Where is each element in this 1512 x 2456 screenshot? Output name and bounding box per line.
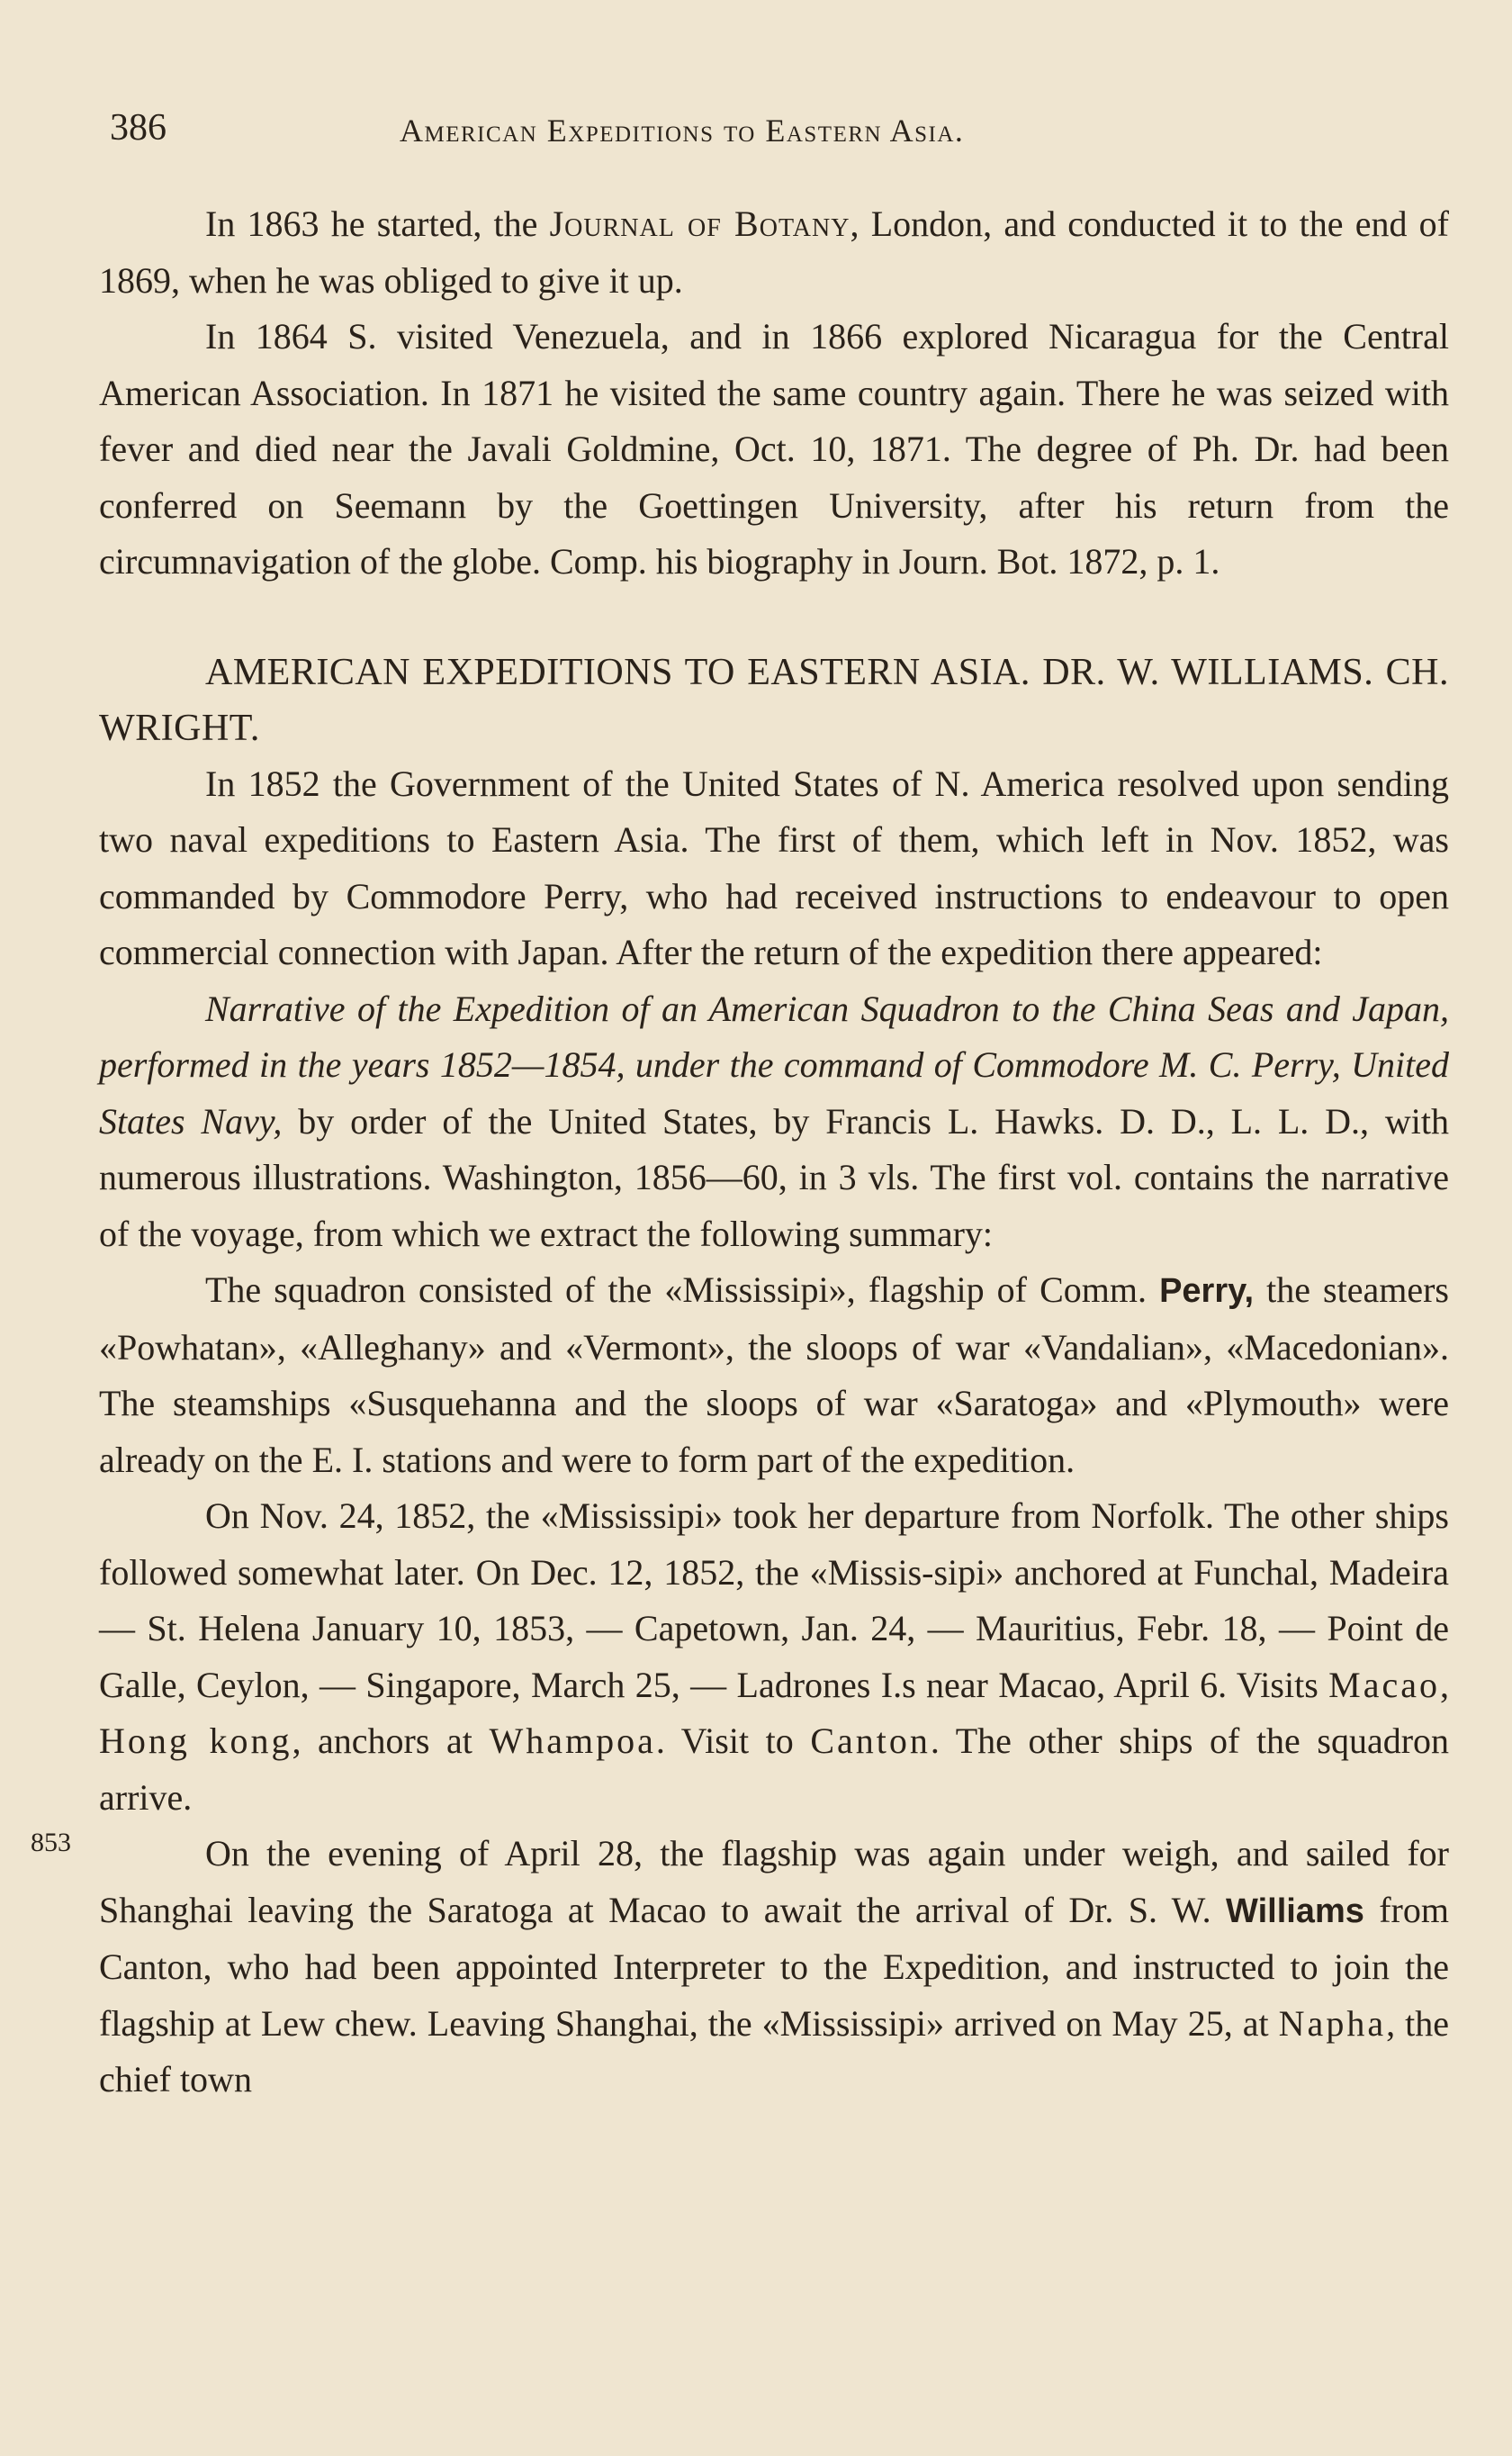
journal-title: Journal of Botany (549, 203, 850, 244)
paragraph-seemann-travels: In 1864 S. visited Venezuela, and in 1866 explored Nicaragua for the Central American Association. In 1871 he visited the same country again. There he was seized with fever and died near the Javali Goldmine, Oct. 10, 1871. The degree of Ph. Dr. had been conferred on Seemann by the Goettingen University, after his return from the circumnavigation of the globe. Comp. his biography in Journ. Bot. 1872, p. 1. (99, 316, 1449, 582)
place-whampoa: Whampoa (489, 1720, 656, 1761)
margin-year-note: 853 (31, 1828, 71, 1857)
section-heading: AMERICAN EXPEDITIONS TO EASTERN ASIA. DR. W. WILLIAMS. CH. WRIGHT. (99, 651, 1449, 749)
page-body (99, 196, 1449, 2108)
place-napha: Napha (1278, 2002, 1387, 2044)
paragraph-narrative-citation: Narrative of the Expedition of an American Squadron to the China Seas and Japan, performed in the years 1852—1854, under the command of Commodore M. C. Perry, United States Navy, by order of the United States, by Francis L. Hawks. D. D., L. L. D., with numerous illustrations. Washington, 1856—60, in 3 vls. The first vol. contains the narrative of the voyage, from which we extract the following summary: (99, 988, 1449, 1254)
place-canton: Canton (810, 1720, 931, 1761)
place-macao: Macao (1328, 1664, 1440, 1705)
narrative-title: Narrative of the Expedition of an American Squadron to the China Seas and Japan, performed in the years 1852—1854, under the command of Commodore M. C. Perry, United States Navy, (99, 988, 1449, 1142)
paragraph-expeditions-intro: In 1852 the Government of the United States of N. America resolved upon sending two naval expeditions to Eastern Asia. The first of them, which left in Nov. 1852, was commanded by Commodore Perry, who had received instructions to endeavour to open commercial connection with Japan. After the return of the expedition there appeared: (99, 763, 1449, 972)
place-hongkong: Hong kong (99, 1720, 292, 1761)
page-header (110, 106, 1451, 160)
paragraph-shanghai: On the evening of April 28, the flagship was again under weigh, and sailed for Shanghai leaving the Saratoga at Macao to await the arrival of Dr. S. W. Williams from Canton, who had been appointed Interpreter to the Expedition, and instructed to join the flagship at Lew chew. Leaving Shanghai, the «Mississipi» arrived on May 25, at Napha, the chief town (99, 1833, 1449, 2099)
name-williams: Williams (1226, 1892, 1364, 1930)
paragraph-voyage: On Nov. 24, 1852, the «Mississipi» took her departure from Norfolk. The other ships followed somewhat later. On Dec. 12, 1852, the «Missis-sipi» anchored at Funchal, Madeira — St. Helena January 10, 1853, — Capetown, Jan. 24, — Mauritius, Febr. 18, — Point de Galle, Ceylon, — Singapore, March 25, — Ladrones I.s near Macao, April 6. Visits Macao, Hong kong, anchors at Whampoa. Visit to Canton. The other ships of the squadron arrive. (99, 1495, 1450, 1818)
page-number: 386 (110, 107, 166, 149)
running-head: American Expeditions to Eastern Asia. (400, 113, 965, 149)
paragraph-squadron: The squadron consisted of the «Mississipi», flagship of Comm. Perry, the steamers «Powhatan», «Alleghany» and «Vermont», the sloops of war «Vandalian», «Macedonian». The steamships «Susquehanna and the sloops of war «Saratoga» and «Plymouth» were already on the E. I. stations and were to form part of the expedition. (99, 1269, 1450, 1480)
paragraph-journal-of-botany: In 1863 he started, the Journal of Botany, London, and conducted it to the end of 1869, when he was obliged to give it up. (99, 203, 1450, 301)
name-perry: Perry, (1159, 1272, 1255, 1310)
